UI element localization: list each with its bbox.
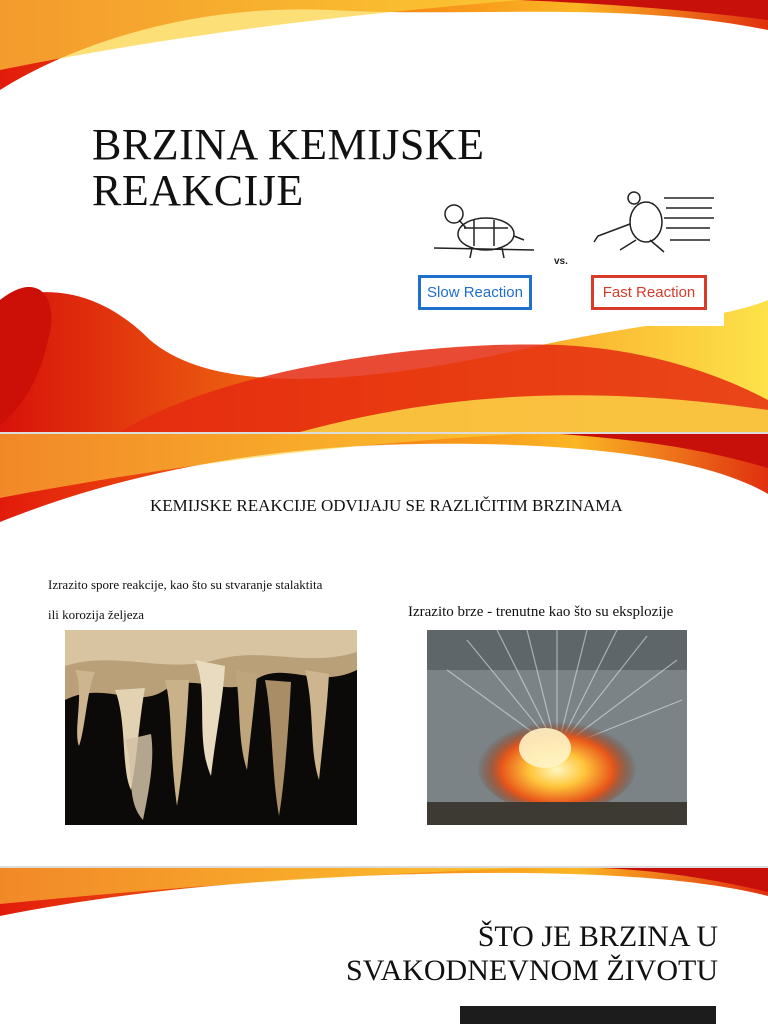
slide-reaction-rates — [0, 434, 768, 866]
fast-reaction-button[interactable]: Fast Reaction — [591, 275, 707, 310]
turtle-icon — [434, 205, 534, 258]
title-line-2: REAKCIJE — [92, 166, 304, 215]
explosion-image — [427, 630, 687, 825]
vs-label: vs. — [554, 256, 568, 267]
slide-everyday-speed — [0, 868, 768, 1024]
speedometer-image — [460, 1006, 716, 1024]
slow-reactions-text — [48, 570, 322, 630]
title-line-2: SVAKODNEVNOM ŽIVOTU — [346, 954, 718, 987]
title-line-1: ŠTO JE BRZINA U — [477, 920, 718, 953]
slide-title — [0, 0, 768, 432]
swoosh-decoration — [0, 434, 768, 534]
slow-line-1: Izrazito spore reakcije, kao što su stvaranje stalaktita — [48, 577, 323, 592]
slow-vs-fast-illustration — [414, 184, 724, 326]
title-line-1: BRZINA KEMIJSKE — [92, 120, 485, 169]
slide-heading — [346, 920, 718, 988]
slow-line-2: ili korozija željeza — [48, 607, 145, 622]
stalactite-image — [65, 630, 357, 825]
slide-heading: KEMIJSKE REAKCIJE ODVIJAJU SE RAZLIČITIM BRZINAMA — [150, 496, 623, 515]
slow-reaction-button[interactable]: Slow Reaction — [418, 275, 532, 310]
fast-reactions-text: Izrazito brze - trenutne kao što su eksplozije — [408, 604, 674, 620]
runner-icon — [594, 192, 714, 252]
swoosh-decoration — [0, 868, 768, 928]
